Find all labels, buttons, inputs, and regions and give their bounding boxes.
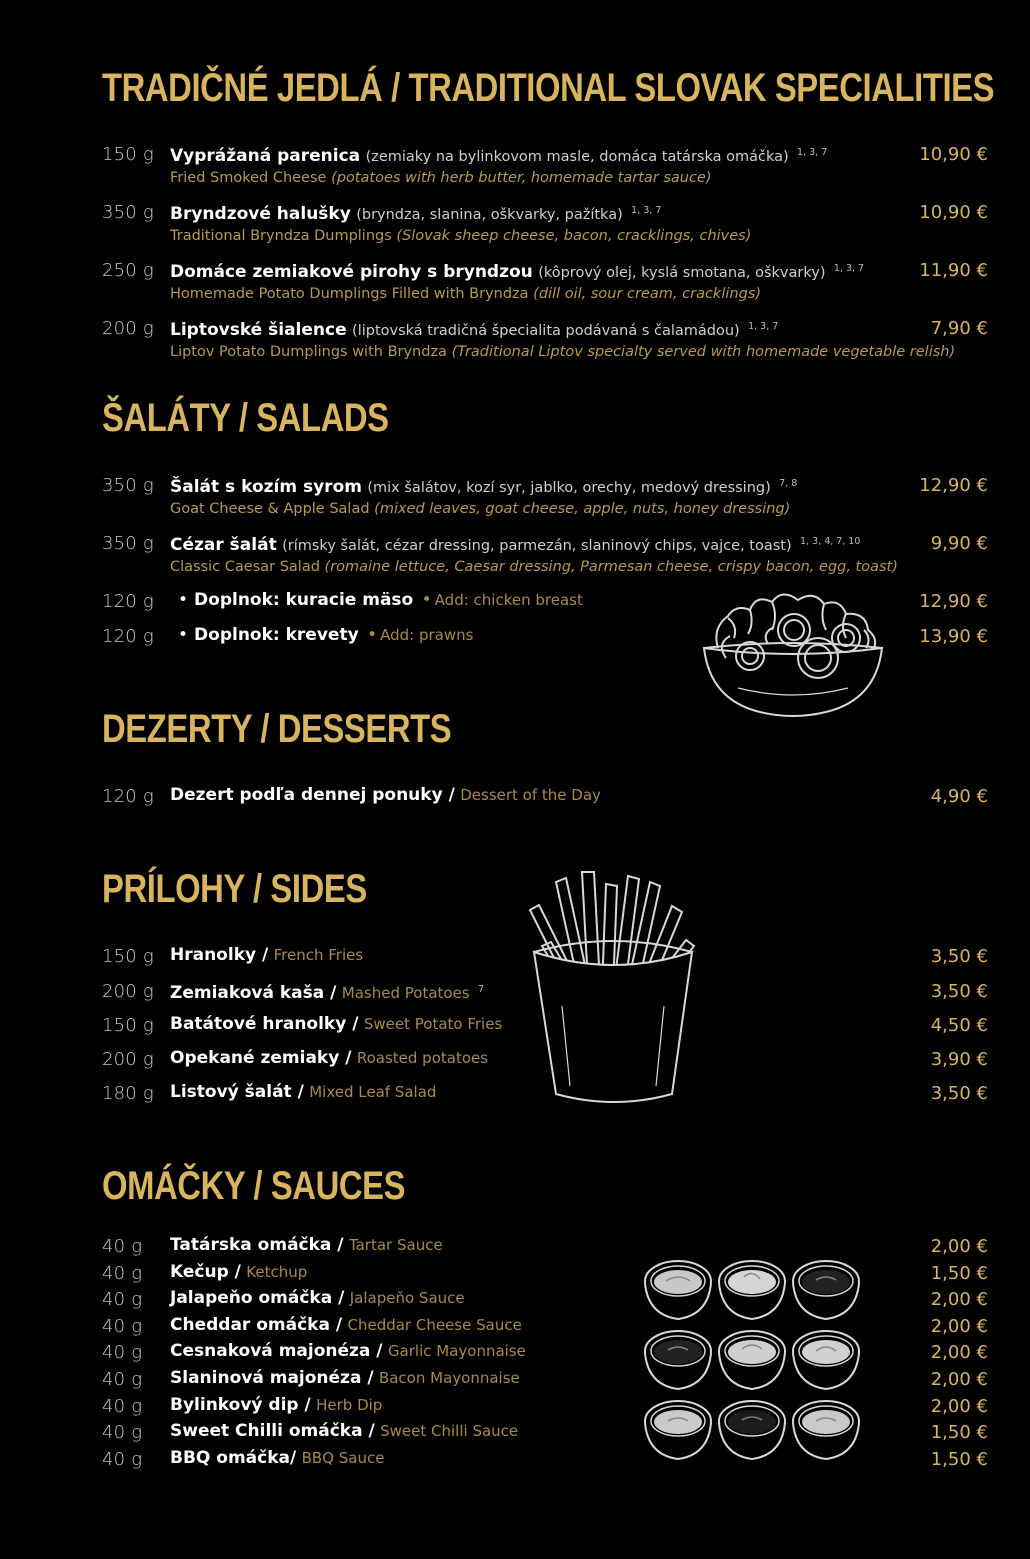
item-price: 3,50 €	[930, 946, 988, 967]
item-english-name: Fried Smoked Cheese	[170, 170, 327, 186]
item-weight: 40 g	[102, 1342, 143, 1363]
item-weight: 40 g	[102, 1263, 143, 1284]
item-weight: 350 g	[102, 533, 154, 554]
item-main-line	[170, 979, 484, 1004]
item-price: 2,00 €	[930, 1289, 988, 1310]
bullet-icon: •	[178, 625, 189, 645]
section-title-desserts: DEZERTY / DESSERTS	[102, 707, 452, 751]
item-name: Domáce zemiakové pirohy s bryndzou	[170, 262, 533, 282]
item-english-name: Homemade Potato Dumplings Filled with Bryndza	[170, 286, 529, 302]
item-price: 10,90 €	[919, 202, 988, 223]
sauce-bowl	[793, 1261, 859, 1319]
item-allergens: 1, 3, 7	[748, 321, 779, 332]
item-main-line	[170, 1314, 522, 1336]
item-price: 12,90 €	[919, 591, 988, 612]
sauce-bowl	[793, 1331, 859, 1389]
item-price: 2,00 €	[930, 1236, 988, 1257]
item-name: Opekané zemiaky /	[170, 1048, 352, 1068]
item-english-description: (potatoes with herb butter, homemade tartar sauce)	[331, 170, 712, 186]
item-name: Zemiaková kaša /	[170, 983, 337, 1003]
item-weight: 350 g	[102, 475, 154, 496]
bullet-icon: •	[367, 625, 378, 645]
section-title-traditional: TRADIČNÉ JEDLÁ / TRADITIONAL SLOVAK SPECIALITIES	[102, 66, 995, 110]
item-english-name: Jalapeňo Sauce	[349, 1289, 465, 1307]
addon-line	[178, 589, 583, 611]
item-main-line	[170, 473, 797, 499]
item-weight: 350 g	[102, 202, 154, 223]
item-english-name: Herb Dip	[316, 1396, 383, 1414]
item-english-description: (romaine lettuce, Caesar dressing, Parmesan cheese, crispy bacon, egg, toast)	[324, 559, 898, 575]
item-weight: 200 g	[102, 981, 154, 1002]
item-weight: 120 g	[102, 626, 154, 647]
item-description: (liptovská tradičná špecialita podávaná s čalamádou)	[352, 323, 740, 339]
section-title-salads: ŠALÁTY / SALADS	[102, 396, 389, 440]
item-weight: 40 g	[102, 1396, 143, 1417]
item-english-name: Mixed Leaf Salad	[309, 1083, 437, 1101]
item-name: Bryndzové halušky	[170, 204, 351, 224]
addon-line	[178, 624, 473, 646]
item-weight: 150 g	[102, 144, 154, 165]
item-english-name: Traditional Bryndza Dumplings	[170, 228, 392, 244]
item-weight: 40 g	[102, 1369, 143, 1390]
item-weight: 40 g	[102, 1316, 143, 1337]
item-main-line	[170, 1340, 526, 1362]
item-main-line	[170, 1287, 465, 1309]
item-price: 4,90 €	[930, 786, 988, 807]
item-price: 11,90 €	[919, 260, 988, 281]
section-title-sauces: OMÁČKY / SAUCES	[102, 1164, 406, 1208]
item-name: Sweet Chilli omáčka /	[170, 1421, 375, 1441]
item-weight: 200 g	[102, 1049, 154, 1070]
item-english-line	[170, 557, 898, 577]
item-allergens: 7, 8	[779, 478, 798, 489]
item-weight: 250 g	[102, 260, 154, 281]
item-main-line	[170, 1447, 384, 1469]
item-main-line	[170, 1261, 307, 1283]
item-english-description: (Slovak sheep cheese, bacon, cracklings, chives)	[396, 228, 752, 244]
item-main-line	[170, 1081, 436, 1103]
item-weight: 150 g	[102, 946, 154, 967]
item-english-name: Cheddar Cheese Sauce	[347, 1316, 522, 1334]
item-name: Kečup /	[170, 1262, 241, 1282]
item-name: BBQ omáčka/	[170, 1448, 297, 1468]
item-english-name: Classic Caesar Salad	[170, 559, 320, 575]
item-weight: 40 g	[102, 1236, 143, 1257]
item-price: 7,90 €	[930, 318, 988, 339]
bullet-icon: •	[421, 590, 432, 610]
addon-english-name: Add: prawns	[380, 626, 474, 644]
item-main-line	[170, 531, 860, 557]
bullet-icon: •	[178, 590, 189, 610]
item-allergens: 1, 3, 4, 7, 10	[800, 536, 861, 547]
item-main-line	[170, 784, 601, 806]
item-english-name: Ketchup	[246, 1263, 308, 1281]
item-name: Bylinkový dip /	[170, 1395, 311, 1415]
item-english-description: (Traditional Liptov specialty served with homemade vegetable relish)	[451, 344, 956, 360]
addon-english-name: Add: chicken breast	[434, 591, 583, 609]
item-price: 4,50 €	[930, 1015, 988, 1036]
item-name: Dezert podľa dennej ponuky /	[170, 785, 455, 805]
item-english-line	[170, 226, 751, 246]
item-main-line	[170, 258, 864, 284]
item-name: Listový šalát /	[170, 1082, 304, 1102]
item-weight: 180 g	[102, 1083, 154, 1104]
item-english-line	[170, 168, 712, 188]
item-english-description: (dill oil, sour cream, cracklings)	[533, 286, 761, 302]
item-weight: 150 g	[102, 1015, 154, 1036]
item-name: Batátové hranolky /	[170, 1014, 359, 1034]
sauce-bowls-illustration	[640, 1255, 864, 1470]
item-weight: 40 g	[102, 1289, 143, 1310]
item-weight: 200 g	[102, 318, 154, 339]
item-main-line	[170, 142, 827, 168]
item-english-line	[170, 284, 761, 304]
item-weight: 40 g	[102, 1449, 143, 1470]
item-main-line	[170, 200, 661, 226]
item-weight: 40 g	[102, 1422, 143, 1443]
item-english-description: (mixed leaves, goat cheese, apple, nuts, honey dressing)	[374, 501, 791, 517]
item-price: 12,90 €	[919, 475, 988, 496]
item-main-line	[170, 944, 363, 966]
item-english-name: Bacon Mayonnaise	[378, 1369, 520, 1387]
item-price: 9,90 €	[930, 533, 988, 554]
item-name: Cézar šalát	[170, 535, 277, 555]
sauce-bowl	[645, 1401, 711, 1459]
item-name: Slaninová majonéza /	[170, 1368, 374, 1388]
item-main-line	[170, 1367, 520, 1389]
item-price: 2,00 €	[930, 1369, 988, 1390]
sauce-bowl	[793, 1401, 859, 1459]
item-price: 10,90 €	[919, 144, 988, 165]
item-allergens: 1, 3, 7	[833, 263, 865, 274]
item-name: Jalapeňo omáčka /	[170, 1288, 345, 1308]
item-allergens: 1, 3, 7	[631, 205, 662, 216]
item-english-line	[170, 342, 955, 362]
item-english-name: Roasted potatoes	[356, 1049, 489, 1067]
item-price: 1,50 €	[930, 1449, 988, 1470]
sauce-bowl	[719, 1401, 785, 1459]
item-price: 13,90 €	[919, 626, 988, 647]
item-main-line	[170, 1234, 443, 1256]
item-main-line	[170, 1394, 382, 1416]
item-price: 1,50 €	[930, 1263, 988, 1284]
item-english-name: Dessert of the Day	[460, 786, 601, 804]
item-price: 2,00 €	[930, 1342, 988, 1363]
item-main-line	[170, 1013, 502, 1035]
item-name: Tatárska omáčka /	[170, 1235, 344, 1255]
item-price: 3,90 €	[930, 1049, 988, 1070]
item-english-name: Sweet Chilli Sauce	[380, 1422, 519, 1440]
item-description: (bryndza, slanina, oškvarky, pažítka)	[356, 207, 623, 223]
item-price: 2,00 €	[930, 1396, 988, 1417]
item-english-name: Sweet Potato Fries	[363, 1015, 503, 1033]
item-name: Liptovské šialence	[170, 320, 347, 340]
item-allergens: 7	[478, 984, 485, 995]
item-name: Vyprážaná parenica	[170, 146, 361, 166]
item-name: Cesnaková majonéza /	[170, 1341, 383, 1361]
item-english-name: French Fries	[273, 946, 364, 964]
item-description: (kôprový olej, kyslá smotana, oškvarky)	[538, 265, 826, 281]
item-name: Šalát s kozím syrom	[170, 477, 362, 497]
item-english-name: Liptov Potato Dumplings with Bryndza	[170, 344, 447, 360]
item-price: 3,50 €	[930, 981, 988, 1002]
item-main-line	[170, 316, 778, 342]
item-allergens: 1, 3, 7	[797, 147, 828, 158]
item-name: Hranolky /	[170, 945, 269, 965]
sauce-bowl	[645, 1261, 711, 1319]
french-fries-illustration	[522, 866, 706, 1110]
section-title-sides: PRÍLOHY / SIDES	[102, 867, 367, 911]
salad-bowl-illustration	[698, 588, 888, 723]
addon-name: Doplnok: krevety	[194, 625, 359, 645]
item-description: (mix šalátov, kozí syr, jablko, orechy, medový dressing)	[367, 480, 771, 496]
sauce-bowl	[645, 1331, 711, 1389]
item-english-name: Garlic Mayonnaise	[387, 1342, 526, 1360]
item-main-line	[170, 1420, 518, 1442]
item-english-name: Goat Cheese & Apple Salad	[170, 501, 370, 517]
item-weight: 120 g	[102, 786, 154, 807]
sauce-bowl	[719, 1261, 785, 1319]
item-english-name: BBQ Sauce	[301, 1449, 385, 1467]
item-english-line	[170, 499, 790, 519]
item-main-line	[170, 1047, 488, 1069]
addon-name: Doplnok: kuracie mäso	[194, 590, 414, 610]
item-name: Cheddar omáčka /	[170, 1315, 343, 1335]
item-price: 1,50 €	[930, 1422, 988, 1443]
item-english-name: Mashed Potatoes	[341, 984, 470, 1002]
item-price: 3,50 €	[930, 1083, 988, 1104]
item-description: (rímsky šalát, cézar dressing, parmezán, slaninový chips, vajce, toast)	[282, 538, 792, 554]
item-english-name: Tartar Sauce	[348, 1236, 443, 1254]
item-price: 2,00 €	[930, 1316, 988, 1337]
item-description: (zemiaky na bylinkovom masle, domáca tatárska omáčka)	[365, 149, 789, 165]
item-weight: 120 g	[102, 591, 154, 612]
sauce-bowl	[719, 1331, 785, 1389]
